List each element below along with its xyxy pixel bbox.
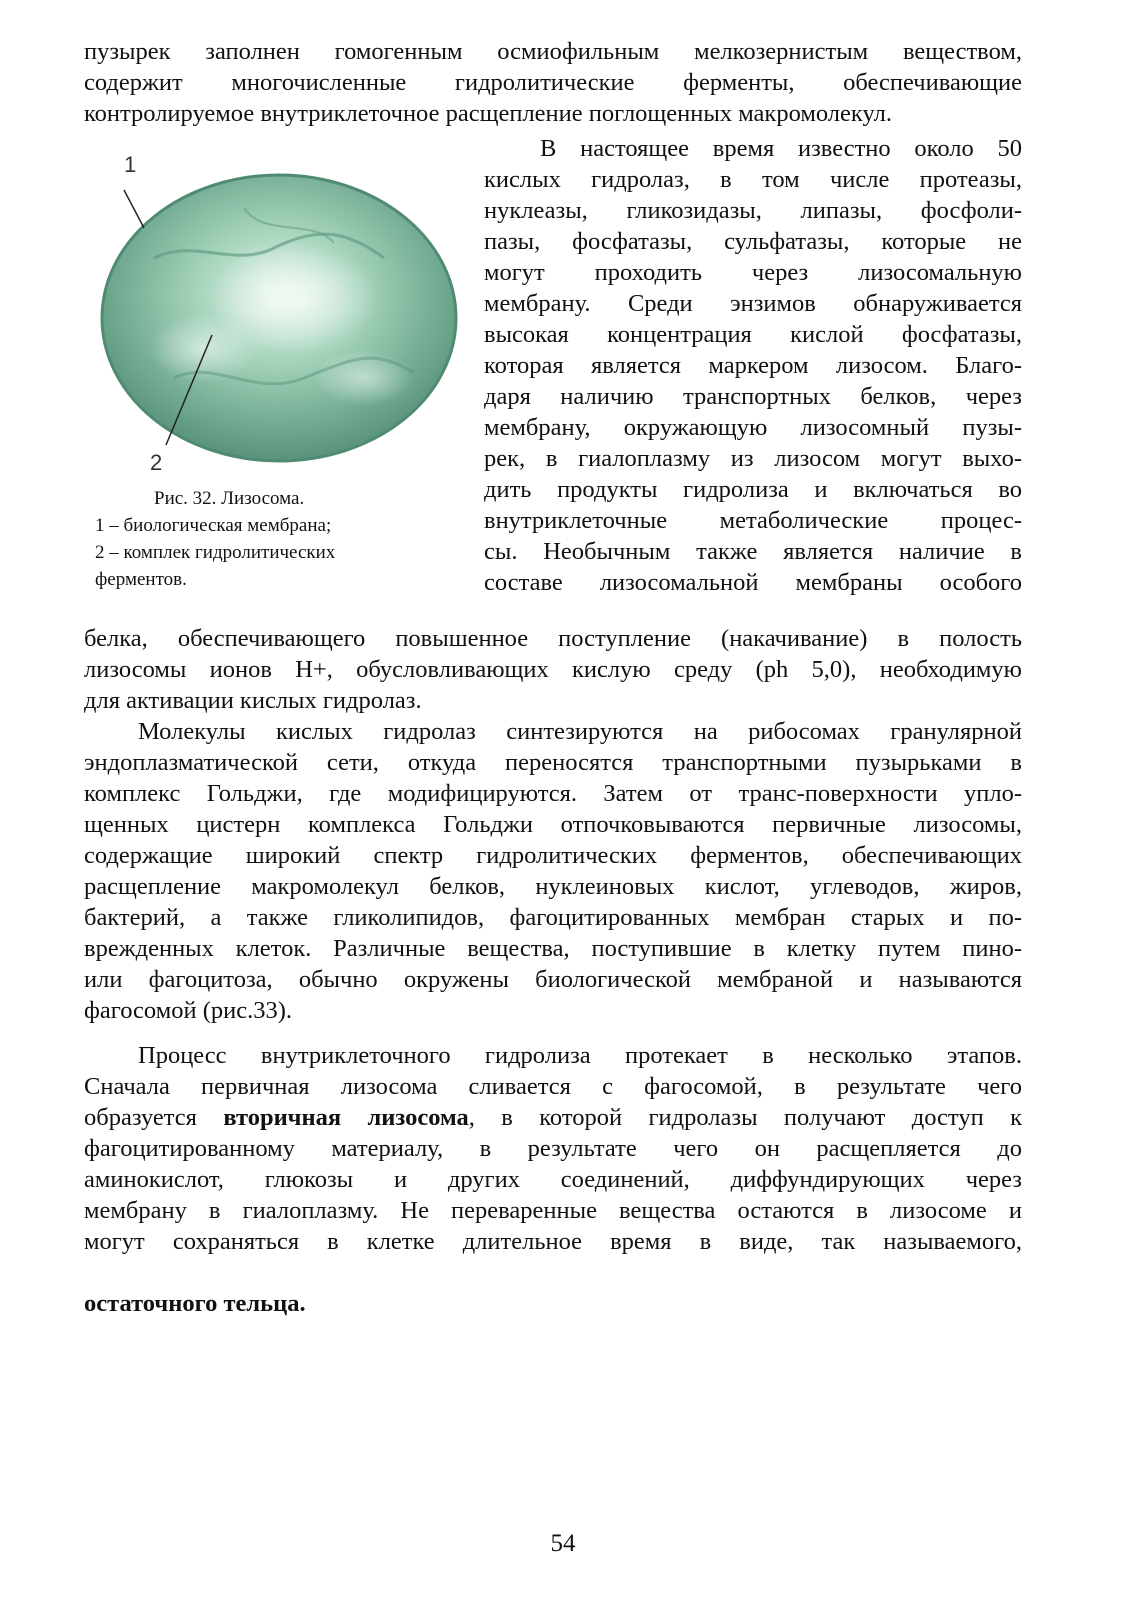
bold-term: остаточного тельца. bbox=[84, 1290, 306, 1317]
leader-line-1 bbox=[124, 190, 144, 228]
text-line-with-bold bbox=[84, 1102, 1022, 1133]
text-line: которая является маркером лизосом. Благо- bbox=[484, 352, 1022, 379]
text-line: фагосомой (рис.33). bbox=[84, 997, 292, 1024]
text-line: составе лизосомальной мембраны особого bbox=[484, 569, 1022, 596]
text-span: образуется bbox=[84, 1104, 224, 1131]
text-line: могут проходить через лизосомальную bbox=[484, 259, 1022, 286]
text-line: или фагоцитоза, обычно окружены биологической мембраной и называются bbox=[84, 966, 1022, 993]
figure-caption-title: Рис. 32. Лизосома. bbox=[154, 488, 305, 509]
text-line: В настоящее время известно около 50 bbox=[540, 135, 1022, 162]
bold-term: вторичная лизосома bbox=[223, 1104, 469, 1131]
lysosome-figure bbox=[84, 148, 464, 493]
text-line: Процесс внутриклеточного гидролиза протекает в несколько этапов. bbox=[138, 1042, 1022, 1069]
text-line: эндоплазматической сети, откуда переносятся транспортными пузырьками в bbox=[84, 749, 1022, 776]
text-line: кислых гидролаз, в том числе протеазы, bbox=[484, 166, 1022, 193]
text-line: пузырек заполнен гомогенным осмиофильным мелкозернистым веществом, bbox=[84, 38, 1022, 65]
text-line: для активации кислых гидролаз. bbox=[84, 687, 422, 714]
text-line: мембрану в гиалоплазму. Не переваренные вещества остаются в лизосоме и bbox=[84, 1197, 1022, 1224]
text-line: Сначала первичная лизосома сливается с фагосомой, в результате чего bbox=[84, 1073, 1022, 1100]
text-line: расщепление макромолекул белков, нуклеиновых кислот, углеводов, жиров, bbox=[84, 873, 1022, 900]
text-line: сы. Необычным также является наличие в bbox=[484, 538, 1022, 565]
text-line: аминокислот, глюкозы и других соединений, диффундирующих через bbox=[84, 1166, 1022, 1193]
text-line: могут сохраняться в клетке длительное время в виде, так называемого, bbox=[84, 1228, 1022, 1255]
text-line: внутриклеточные метаболические процес- bbox=[484, 507, 1022, 534]
text-line: рек, в гиалоплазму из лизосом могут выхо- bbox=[484, 445, 1022, 472]
figure-caption-line: 2 – комплек гидролитических bbox=[95, 542, 336, 563]
lysosome-illustration bbox=[84, 148, 464, 493]
text-line: дить продукты гидролиза и включаться во bbox=[484, 476, 1022, 503]
figure-caption-line: ферментов. bbox=[95, 569, 187, 590]
text-line: врежденных клеток. Различные вещества, поступившие в клетку путем пино- bbox=[84, 935, 1022, 962]
text-line: нуклеазы, гликозидазы, липазы, фосфоли- bbox=[484, 197, 1022, 224]
text-line: пазы, фосфатазы, сульфатазы, которые не bbox=[484, 228, 1022, 255]
text-line: содержит многочисленные гидролитические ферменты, обеспечивающие bbox=[84, 69, 1022, 96]
text-line: белка, обеспечивающего повышенное поступление (накачивание) в полость bbox=[84, 625, 1022, 652]
text-line: Молекулы кислых гидролаз синтезируются на рибосомах гранулярной bbox=[138, 718, 1022, 745]
text-line: мембрану. Среди энзимов обнаруживается bbox=[484, 290, 1022, 317]
text-line: высокая концентрация кислой фосфатазы, bbox=[484, 321, 1022, 348]
text-line: мембрану, окружающую лизосомный пузы- bbox=[484, 414, 1022, 441]
text-line: комплекс Гольджи, где модифицируются. Затем от транс-поверхности упло- bbox=[84, 780, 1022, 807]
text-line: контролируемое внутриклеточное расщепление поглощенных макромолекул. bbox=[84, 100, 892, 127]
text-line: лизосомы ионов Н+, обусловливающих кислую среду (ph 5,0), необходимую bbox=[84, 656, 1022, 683]
figure-label-2: 2 bbox=[150, 450, 163, 475]
text-line: фагоцитированному материалу, в результате чего он расщепляется до bbox=[84, 1135, 1022, 1162]
text-line: даря наличию транспортных белков, через bbox=[484, 383, 1022, 410]
text-line: щенных цистерн комплекса Гольджи отпочковываются первичные лизосомы, bbox=[84, 811, 1022, 838]
text-line: бактерий, а также гликолипидов, фагоцитированных мембран старых и по- bbox=[84, 904, 1022, 931]
page-number: 54 bbox=[550, 1530, 576, 1557]
text-span: , в которой гидролазы получают доступ к bbox=[468, 1104, 1022, 1131]
text-line: содержащие широкий спектр гидролитических ферментов, обеспечивающих bbox=[84, 842, 1022, 869]
figure-label-1: 1 bbox=[124, 152, 137, 177]
figure-caption-line: 1 – биологическая мембрана; bbox=[95, 515, 332, 536]
